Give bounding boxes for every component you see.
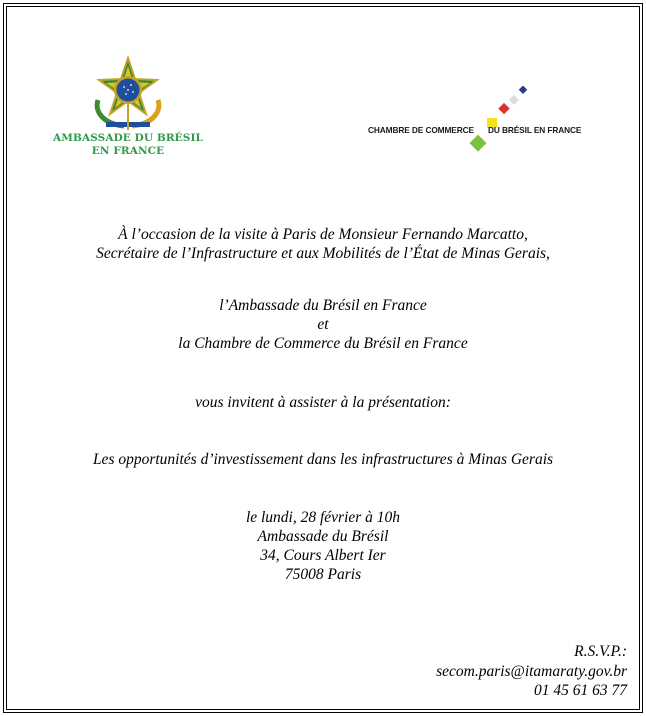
intro-line2: Secrétaire de l’Infrastructure et aux Mobilités de l’État de Minas Gerais, xyxy=(96,245,550,262)
embassy-name-line2: EN FRANCE xyxy=(91,145,165,157)
event-date: le lundi, 28 février à 10h xyxy=(245,509,401,526)
hosts-line2: et xyxy=(317,316,329,333)
invite-text: vous invitent à assister à la présentation: xyxy=(195,394,451,411)
event-venue: Ambassade du Brésil xyxy=(257,528,389,545)
event-street: 34, Cours Albert Ier xyxy=(260,547,386,564)
rsvp-label: R.S.V.P.: xyxy=(574,643,627,660)
chamber-squares-icon xyxy=(368,86,608,158)
event-city: 75008 Paris xyxy=(284,566,362,583)
chamber-name xyxy=(368,125,608,135)
embassy-name-line1: AMBASSADE DU BRÉSIL xyxy=(53,132,203,144)
chamber-name-right: DU BRÉSIL EN FRANCE xyxy=(487,125,582,135)
hosts-line3: la Chambre de Commerce du Brésil en France xyxy=(178,335,468,352)
intro-line1: À l’occasion de la visite à Paris de Monsieur Fernando Marcatto, xyxy=(118,226,528,243)
rsvp-email[interactable]: secom.paris@itamaraty.gov.br xyxy=(436,663,627,680)
chamber-logo xyxy=(368,86,608,158)
brazil-coat-of-arms-icon xyxy=(84,52,172,132)
presentation-title: Les opportunités d’investissement dans les infrastructures à Minas Gerais xyxy=(92,451,554,468)
chamber-name-left: CHAMBRE DE COMMERCE xyxy=(368,125,474,135)
rsvp-phone: 01 45 61 63 77 xyxy=(534,682,627,699)
embassy-logo xyxy=(48,52,208,158)
hosts-line1: l’Ambassade du Brésil en France xyxy=(219,297,427,314)
